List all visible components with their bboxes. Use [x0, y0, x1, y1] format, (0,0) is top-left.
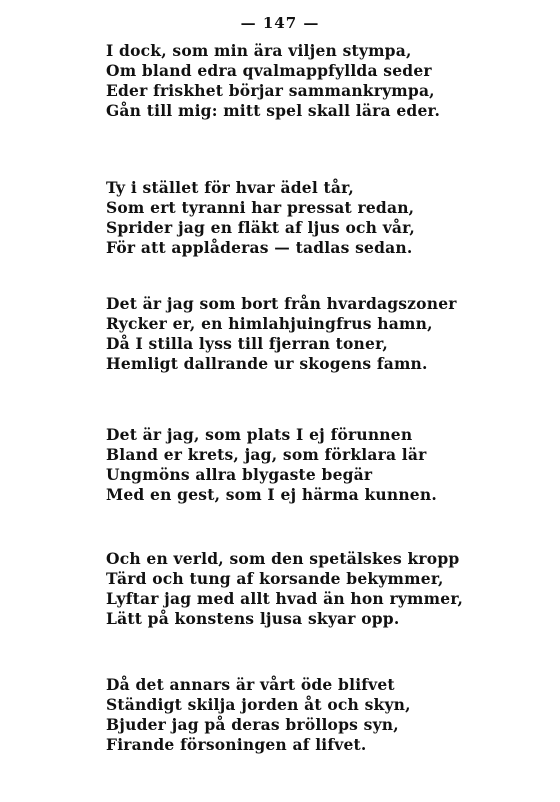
verse-line: Lätt på konstens ljusa skyar opp. [106, 609, 400, 628]
verse-line: Eder friskhet börjar sammankrympa, [106, 81, 435, 100]
verse-line: Ty i stället för hvar ädel tår, [106, 178, 354, 197]
verse-line: Bland er krets, jag, som förklara lär [106, 445, 427, 464]
verse-line: Ständigt skilja jorden åt och skyn, [106, 695, 411, 714]
verse-line: Med en gest, som I ej härma kunnen. [106, 485, 437, 504]
verse-line: Det är jag, som plats I ej förunnen [106, 425, 413, 444]
verse-line: Då det annars är vårt öde blifvet [106, 675, 395, 694]
verse-line: Ungmöns allra blygaste begär [106, 465, 373, 484]
stanza-5 [106, 549, 466, 629]
verse-line: Och en verld, som den spetälskes kropp [106, 549, 460, 568]
verse-line: I dock, som min ära viljen stympa, [106, 41, 412, 60]
verse-line: Hemligt dallrande ur skogens famn. [106, 354, 428, 373]
verse-line: Tärd och tung af korsande bekymmer, [106, 569, 444, 588]
verse-line: Bjuder jag på deras bröllops syn, [106, 715, 399, 734]
verse-line: Sprider jag en fläkt af ljus och vår, [106, 218, 415, 237]
verse-line: Om bland edra qvalmappfyllda seder [106, 61, 432, 80]
stanza-1 [106, 41, 466, 121]
verse-line: Det är jag som bort från hvardagszoner [106, 294, 457, 313]
verse-line: Som ert tyranni har pressat redan, [106, 198, 415, 217]
verse-line: Firande försoningen af lifvet. [106, 735, 367, 754]
stanza-2 [106, 178, 466, 258]
stanza-4 [106, 425, 466, 505]
stanza-3 [106, 294, 466, 374]
page-number: — 147 — [240, 14, 320, 32]
verse-line: För att applåderas — tadlas sedan. [106, 238, 413, 257]
verse-line: Gån till mig: mitt spel skall lära eder. [106, 101, 441, 120]
verse-line: Rycker er, en himlahjuingfrus hamn, [106, 314, 433, 333]
stanza-6 [106, 675, 466, 755]
verse-line: Då I stilla lyss till fjerran toner, [106, 334, 388, 353]
verse-line: Lyftar jag med allt hvad än hon rymmer, [106, 589, 464, 608]
